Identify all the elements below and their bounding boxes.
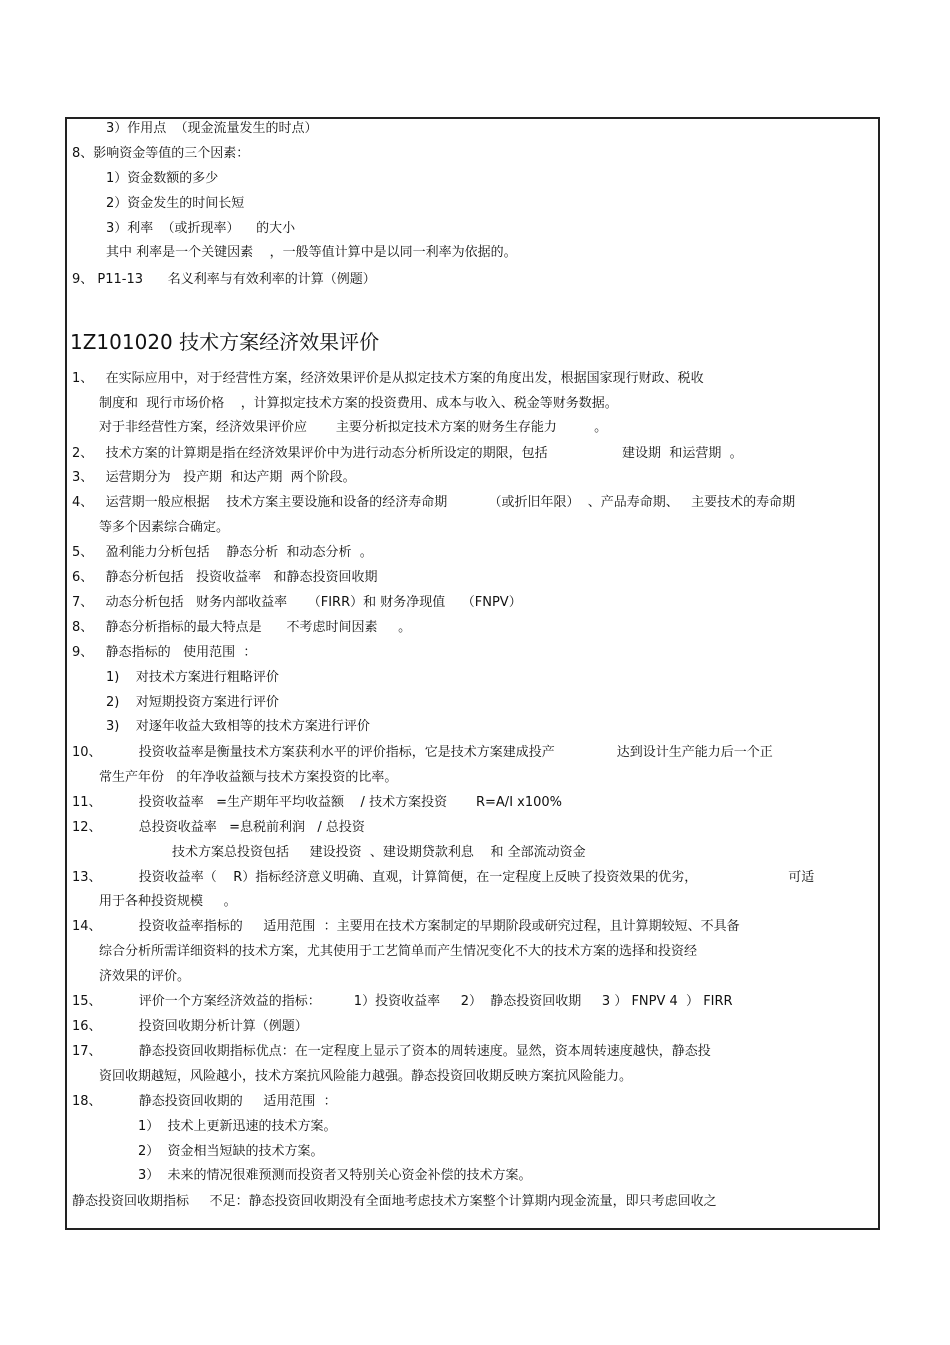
text-line: 11、 投资收益率 =生产期年平均收益额 / 技术方案投资 R=A/I x100% <box>72 795 563 810</box>
text-line: 6、 静态分析包括 投资收益率 和静态投资回收期 <box>72 570 378 585</box>
text-line: 资回收期越短，风险越小，技术方案抗风险能力越强。静态投资回收期反映方案抗风险能力。 <box>99 1069 633 1084</box>
text-line: 16、 投资回收期分析计算（例题） <box>72 1019 308 1034</box>
text-line: 3） 未来的情况很难预测而投资者又特别关心资金补偿的技术方案。 <box>138 1168 532 1183</box>
text-line: 常生产年份 的年净收益额与技术方案投资的比率。 <box>99 770 398 785</box>
text-line: 3、 运营期分为 投产期 和达产期 两个阶段。 <box>72 470 356 485</box>
text-line: 4、 运营期一般应根据 技术方案主要设施和设备的经济寿命期 （或折旧年限） 、产品寿命期、 主要技术的寿命期 <box>72 495 796 510</box>
text-line: 其中 利率是一个关键因素 ，一般等值计算中是以同一利率为依据的。 <box>106 245 517 260</box>
text-line: 静态投资回收期指标 不足：静态投资回收期没有全面地考虑技术方案整个计算期内现金流量，即只考虑回收之 <box>72 1194 717 1209</box>
text-line: 1、 在实际应用中，对于经营性方案，经济效果评价是从拟定技术方案的角度出发，根据国家现行财政、税收 <box>72 371 704 386</box>
text-line: 17、 静态投资回收期指标优点：在一定程度上显示了资本的周转速度。显然，资本周转速度越快，静态投 <box>72 1044 711 1059</box>
text-line: 2）资金发生的时间长短 <box>106 196 245 211</box>
text-line: 对于非经营性方案，经济效果评价应 主要分析拟定技术方案的财务生存能力 。 <box>99 420 608 435</box>
text-line: 综合分析所需详细资料的技术方案，尤其使用于工艺简单而产生情况变化不大的技术方案的选择和投资经 <box>99 944 698 959</box>
text-line: 12、 总投资收益率 =息税前利润 / 总投资 <box>72 820 365 835</box>
text-line: 等多个因素综合确定。 <box>99 520 230 535</box>
text-line: 1）资金数额的多少 <box>106 171 219 186</box>
text-line: 10、 投资收益率是衡量技术方案获利水平的评价指标，它是技术方案建成投产 达到设计生产能力后一个正 <box>72 745 773 760</box>
text-line: 2、 技术方案的计算期是指在经济效果评价中为进行动态分析所设定的期限，包括 建设期 和运营期 。 <box>72 446 743 461</box>
text-line: 2) 对短期投资方案进行评价 <box>106 695 279 710</box>
text-line: 济效果的评价。 <box>99 969 191 984</box>
text-line: 技术方案总投资包括 建设投资 、建设期贷款利息 和 全部流动资金 <box>172 845 586 860</box>
text-line: 9、 P11-13 名义利率与有效利率的计算（例题） <box>72 272 376 287</box>
section-heading: 1Z101020 技术方案经济效果评价 <box>70 330 380 354</box>
text-line: 1） 技术上更新迅速的技术方案。 <box>138 1119 337 1134</box>
text-line: 14、 投资收益率指标的 适用范围 ：主要用在技术方案制定的早期阶段或研究过程，且计算期较短、不具备 <box>72 919 740 934</box>
text-line: 用于各种投资规模 。 <box>99 894 237 909</box>
text-line: 9、 静态指标的 使用范围 ： <box>72 645 257 660</box>
text-line: 13、 投资收益率（ R）指标经济意义明确、直观，计算简便，在一定程度上反映了投资效果的优劣， 可适 <box>72 870 815 885</box>
text-line: 3）作用点 （现金流量发生的时点） <box>106 121 318 136</box>
text-line: 8、 静态分析指标的最大特点是 不考虑时间因素 。 <box>72 620 412 635</box>
text-line: 18、 静态投资回收期的 适用范围 ： <box>72 1094 337 1109</box>
text-line: 7、 动态分析包括 财务内部收益率 （FIRR）和 财务净现值 （FNPV） <box>72 595 522 610</box>
text-line: 8、影响资金等值的三个因素： <box>72 146 250 161</box>
text-line: 3）利率 （或折现率） 的大小 <box>106 221 296 236</box>
text-line: 2） 资金相当短缺的技术方案。 <box>138 1144 324 1159</box>
text-line: 1) 对技术方案进行粗略评价 <box>106 670 279 685</box>
text-line: 制度和 现行市场价格 ，计算拟定技术方案的投资费用、成本与收入、税金等财务数据。 <box>99 396 618 411</box>
text-line: 5、 盈利能力分析包括 静态分析 和动态分析 。 <box>72 545 373 560</box>
text-line: 15、 评价一个方案经济效益的指标： 1）投资收益率 2） 静态投资回收期 3 ） FNPV 4 ） FIRR <box>72 994 733 1009</box>
text-line: 3) 对逐年收益大致相等的技术方案进行评价 <box>106 719 370 734</box>
